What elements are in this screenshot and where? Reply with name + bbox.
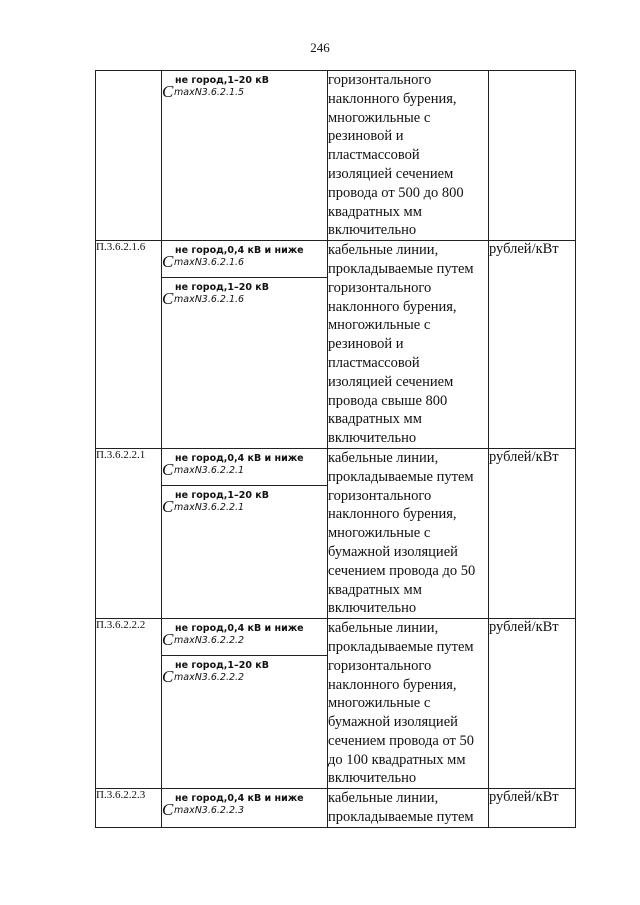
row-code: П.3.6.2.2.3 — [96, 789, 162, 828]
formula-letter: C — [162, 289, 174, 309]
description-line: кабельные линии, — [328, 790, 439, 807]
description-line: бумажной изоляцией — [328, 714, 458, 731]
formula-symbol — [162, 619, 327, 655]
description-line: квадратных мм — [328, 411, 422, 428]
description-line: прокладываемые путем — [328, 468, 474, 485]
description-line: многожильные с — [328, 695, 431, 712]
formula-letter: C — [162, 82, 174, 101]
formula-symbol — [162, 449, 327, 485]
description-line: горизонтального — [328, 657, 432, 674]
description-line: резиновой и — [328, 128, 404, 145]
row-code: П.3.6.2.2.2 — [96, 619, 162, 789]
formula-letter: C — [162, 252, 174, 272]
row-symbols — [162, 241, 328, 449]
row-unit: рублей/кВт — [489, 241, 576, 449]
row-description — [328, 789, 489, 828]
formula-superscript: не город,1–20 кВ — [175, 75, 269, 86]
description-line: кабельные линии, — [328, 449, 439, 466]
formula-superscript: не город,0,4 кВ и ниже — [175, 623, 304, 635]
description-line: включительно — [328, 600, 417, 617]
row-code: П.3.6.2.1.6 — [96, 241, 162, 449]
formula-subscript: maxN3.6.2.2.2 — [174, 672, 245, 684]
formula-letter: C — [162, 667, 174, 687]
formula-superscript: не город,1–20 кВ — [175, 489, 269, 501]
formula-superscript: не город,0,4 кВ и ниже — [175, 452, 304, 464]
formula-subscript: maxN3.6.2.2.3 — [174, 805, 245, 817]
row-description — [328, 71, 489, 241]
formula-subscript: maxN3.6.2.1.6 — [174, 294, 245, 306]
description-line: кабельные линии, — [328, 620, 439, 637]
description-line: до 100 квадратных мм — [328, 751, 466, 768]
row-unit: рублей/кВт — [489, 789, 576, 828]
row-description — [328, 241, 489, 449]
description-line: пластмассовой — [328, 147, 420, 164]
formula-superscript: не город,0,4 кВ и ниже — [175, 245, 304, 257]
tariff-table — [95, 70, 576, 828]
description-line: квадратных мм — [328, 203, 422, 220]
row-description — [328, 619, 489, 789]
description-line: сечением провода от 50 — [328, 732, 474, 749]
formula-superscript: не город,1–20 кВ — [175, 660, 269, 672]
formula-letter: C — [162, 459, 174, 479]
description-line: горизонтального — [328, 487, 432, 504]
description-line: провода свыше 800 — [328, 392, 448, 409]
description-line: горизонтального — [328, 72, 432, 88]
page-number: 246 — [310, 40, 330, 55]
description-line: многожильные с — [328, 525, 431, 542]
formula-letter: C — [162, 496, 174, 516]
row-symbols — [162, 448, 328, 618]
table-row — [96, 448, 576, 618]
formula-symbol — [162, 655, 327, 692]
formula-subscript: maxN3.6.2.2.1 — [174, 501, 245, 513]
description-line: многожильные с — [328, 109, 431, 126]
formula-superscript: не город,1–20 кВ — [175, 282, 269, 294]
description-line: наклонного бурения, — [328, 676, 457, 693]
formula-symbol — [162, 485, 327, 522]
row-symbols — [162, 71, 328, 241]
description-line: прокладываемые путем — [328, 809, 474, 826]
formula-letter: C — [162, 630, 174, 650]
formula-symbol — [162, 71, 327, 107]
formula-subscript: maxN3.6.2.2.2 — [174, 635, 245, 647]
description-line: включительно — [328, 430, 417, 447]
description-line: прокладываемые путем — [328, 260, 474, 277]
description-line: квадратных мм — [328, 581, 422, 598]
description-line: пластмассовой — [328, 354, 420, 371]
formula-letter: C — [162, 800, 174, 820]
description-line: бумажной изоляцией — [328, 543, 458, 560]
table-row — [96, 789, 576, 828]
description-line: прокладываемые путем — [328, 638, 474, 655]
formula-symbol — [162, 789, 327, 825]
description-line: наклонного бурения, — [328, 90, 457, 107]
description-line: наклонного бурения, — [328, 298, 457, 315]
description-line: включительно — [328, 770, 417, 787]
description-line: изоляцией сечением — [328, 165, 454, 182]
table-row — [96, 619, 576, 789]
description-line: горизонтального — [328, 279, 432, 296]
row-symbols — [162, 619, 328, 789]
row-unit — [489, 71, 576, 241]
formula-superscript: не город,0,4 кВ и ниже — [175, 793, 304, 805]
formula-symbol — [162, 241, 327, 277]
row-symbols — [162, 789, 328, 828]
description-line: кабельные линии, — [328, 242, 439, 259]
formula-subscript: maxN3.6.2.2.1 — [174, 464, 245, 476]
description-line: многожильные с — [328, 317, 431, 334]
row-unit: рублей/кВт — [489, 448, 576, 618]
description-line: наклонного бурения, — [328, 506, 457, 523]
description-line: включительно — [328, 222, 417, 239]
formula-subscript: maxN3.6.2.1.5 — [174, 87, 245, 98]
description-line: резиновой и — [328, 336, 404, 353]
description-line: провода от 500 до 800 — [328, 184, 464, 201]
description-line: сечением провода до 50 — [328, 562, 476, 579]
row-unit: рублей/кВт — [489, 619, 576, 789]
formula-subscript: maxN3.6.2.1.6 — [174, 257, 245, 269]
description-line: изоляцией сечением — [328, 373, 454, 390]
row-code — [96, 71, 162, 241]
row-code: П.3.6.2.2.1 — [96, 448, 162, 618]
table-row — [96, 241, 576, 449]
row-description — [328, 448, 489, 618]
formula-symbol — [162, 277, 327, 314]
table-row — [96, 71, 576, 241]
